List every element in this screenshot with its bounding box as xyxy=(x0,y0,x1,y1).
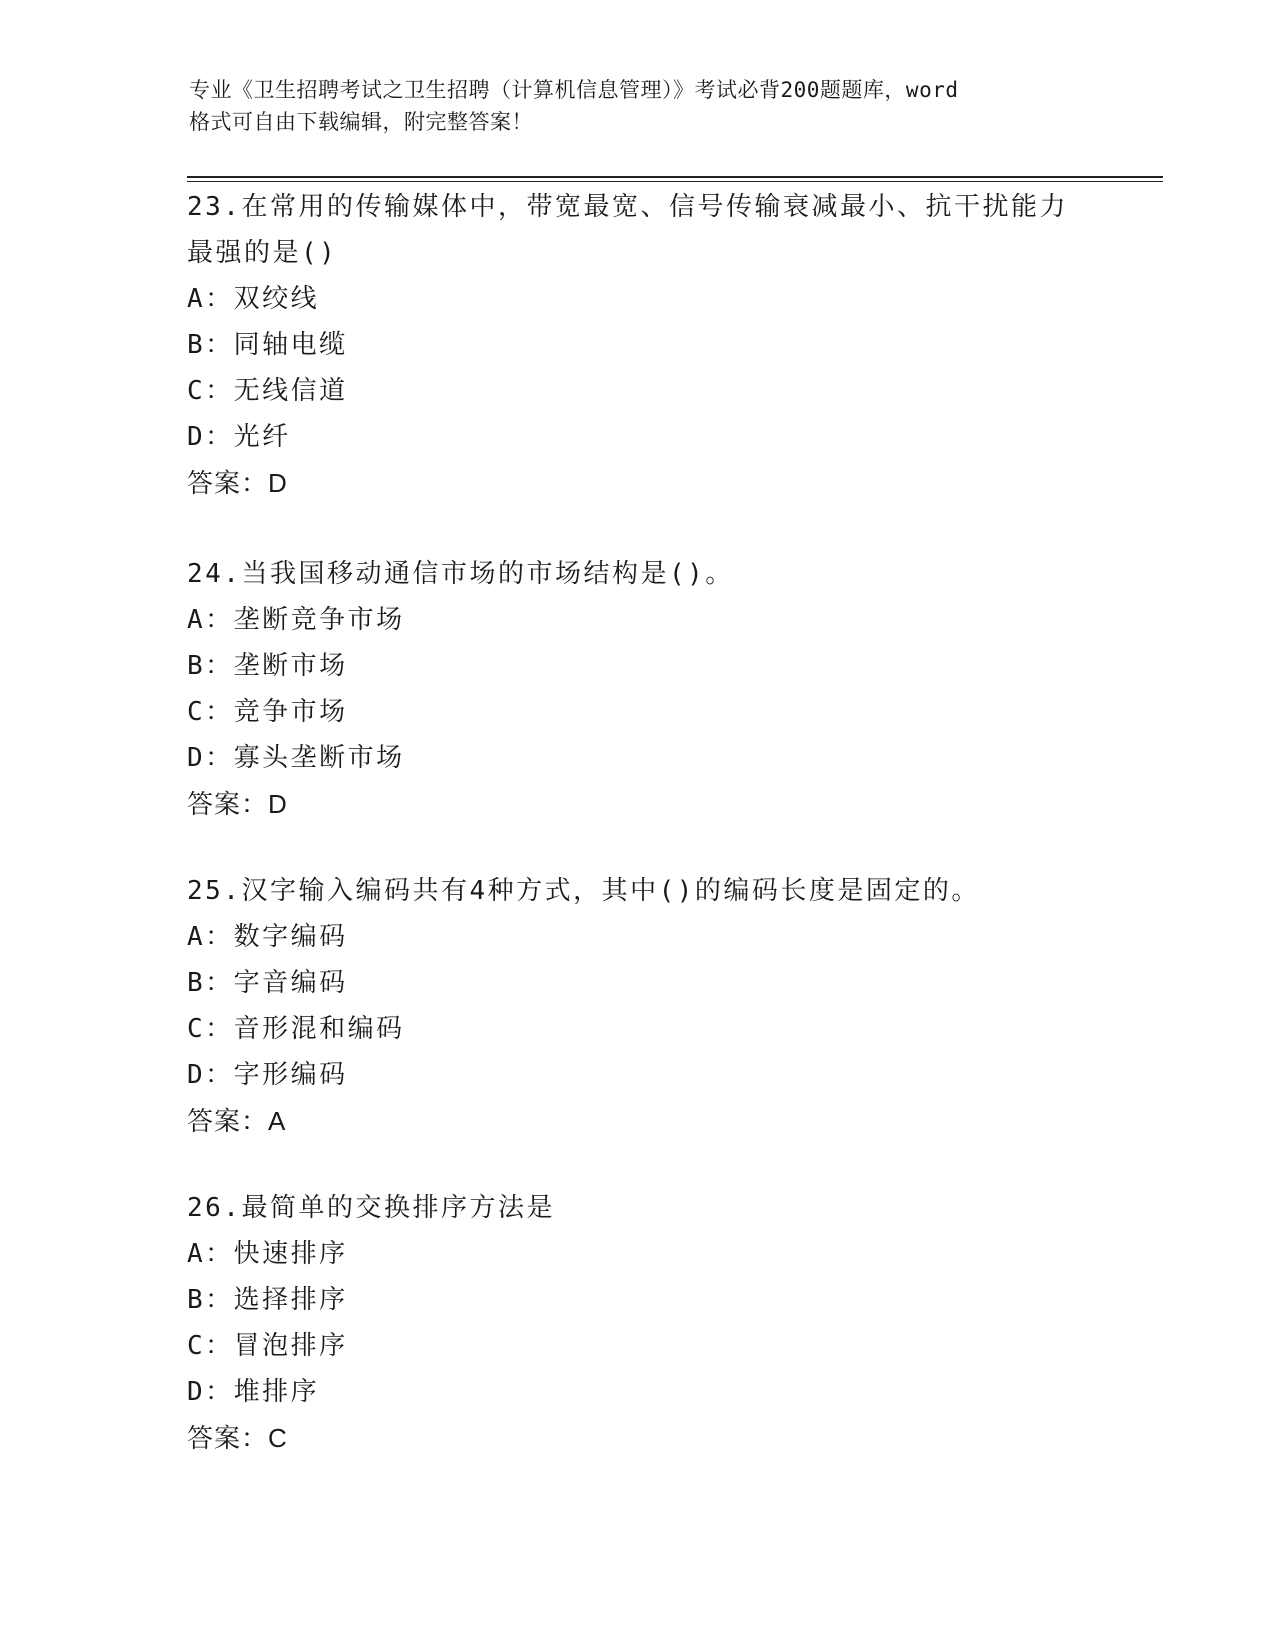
answer-line: 答案：C xyxy=(187,1423,288,1453)
question-23 xyxy=(187,184,1087,506)
option-c: C：音形混和编码 xyxy=(187,1014,405,1044)
option-d: D：字形编码 xyxy=(187,1060,348,1090)
option-b: B：同轴电缆 xyxy=(187,330,348,360)
option-c: C：竞争市场 xyxy=(187,697,348,727)
option-a: A：垄断竞争市场 xyxy=(187,605,405,635)
question-stem-line: 24.当我国移动通信市场的市场结构是()。 xyxy=(187,559,734,589)
header-divider-thin xyxy=(187,181,1163,182)
option-b: B：垄断市场 xyxy=(187,651,348,681)
answer-line: 答案：D xyxy=(187,468,288,498)
option-a: A：数字编码 xyxy=(187,922,348,952)
option-d: D：堆排序 xyxy=(187,1377,320,1407)
question-stem-line: 26.最简单的交换排序方法是 xyxy=(187,1193,555,1223)
answer-line: 答案：A xyxy=(187,1106,287,1136)
option-a: A：快速排序 xyxy=(187,1239,348,1269)
option-a: A：双绞线 xyxy=(187,284,320,314)
header-line-1: 专业《卫生招聘考试之卫生招聘（计算机信息管理）》考试必背200题题库，word xyxy=(189,78,959,102)
question-stem-line: 23.在常用的传输媒体中，带宽最宽、信号传输衰减最小、抗干扰能力 xyxy=(187,192,1068,222)
answer-line: 答案：D xyxy=(187,789,288,819)
option-b: B：字音编码 xyxy=(187,968,348,998)
option-c: C：冒泡排序 xyxy=(187,1331,348,1361)
question-stem-line: 25.汉字输入编码共有4种方式，其中()的编码长度是固定的。 xyxy=(187,876,980,906)
header-divider-thick xyxy=(187,176,1163,178)
header-line-2: 格式可自由下载编辑，附完整答案！ xyxy=(189,110,533,134)
option-d: D：寡头垄断市场 xyxy=(187,743,405,773)
document-header xyxy=(189,74,1089,138)
option-c: C：无线信道 xyxy=(187,376,348,406)
question-25 xyxy=(187,868,1087,1144)
question-24 xyxy=(187,551,1087,827)
option-d: D：光纤 xyxy=(187,422,291,452)
question-stem-line: 最强的是() xyxy=(187,238,338,268)
option-b: B：选择排序 xyxy=(187,1285,348,1315)
question-26 xyxy=(187,1185,1087,1461)
